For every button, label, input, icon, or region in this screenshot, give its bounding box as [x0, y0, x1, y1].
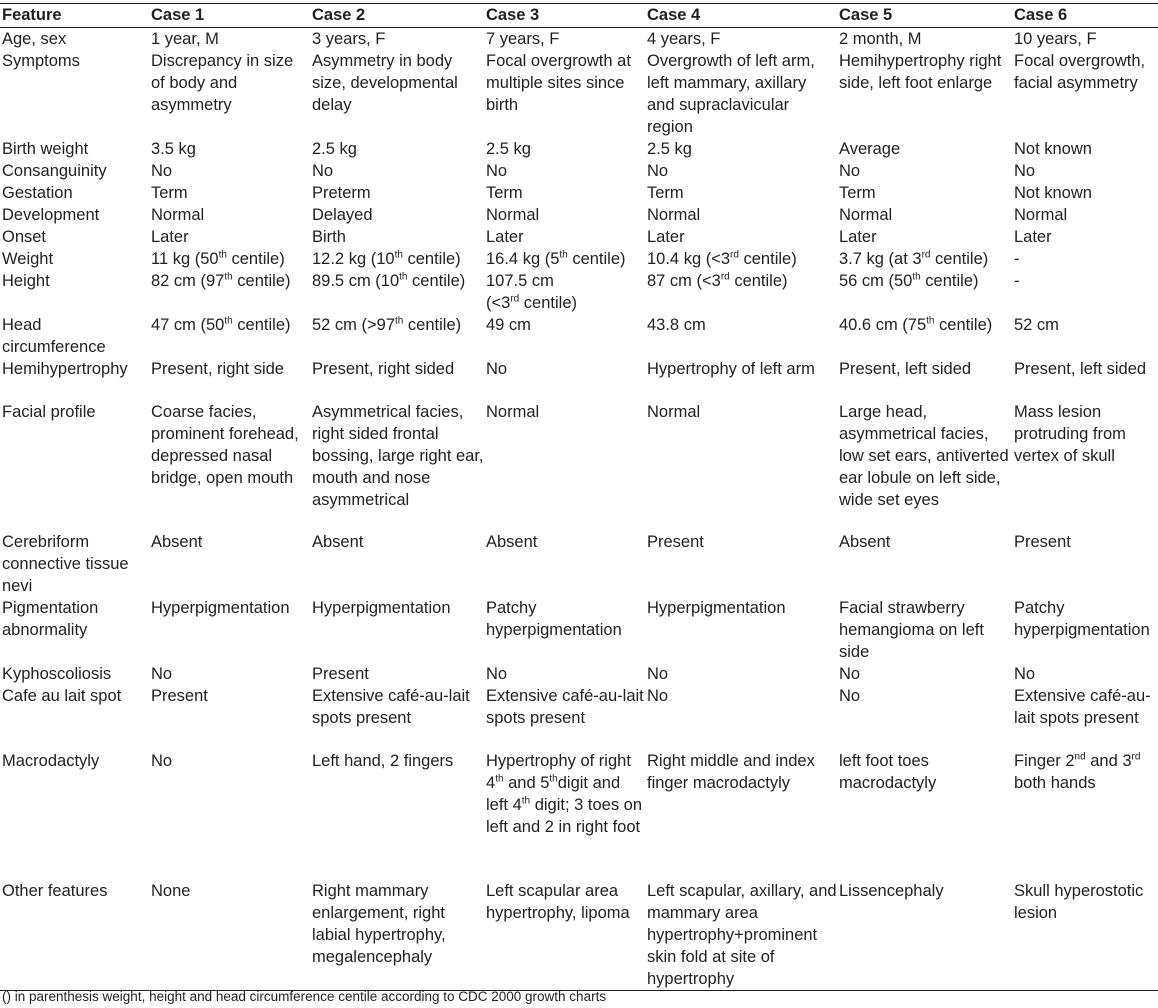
cell-development-case-5: Normal	[839, 206, 893, 224]
cell-hemihypertrophy-case-2: Present, right sided	[312, 360, 455, 378]
table-row-cafe-au-lait	[0, 685, 1158, 750]
table-row-development	[0, 204, 1158, 226]
cell-weight-case-4: 10.4 kg (<3rd centile)	[647, 249, 797, 268]
column-header-case-3: Case 3	[484, 4, 645, 28]
cell-birth-weight-case-3: 2.5 kg	[486, 140, 531, 158]
cell-facial-profile-case-6: Mass lesion protruding from vertex of skull	[1014, 403, 1126, 465]
cell-development-case-6: Normal	[1014, 206, 1068, 224]
column-header-case-5: Case 5	[837, 4, 1012, 28]
cell-gestation-case-2: Preterm	[312, 184, 371, 202]
clinical-features-table	[0, 3, 1158, 991]
cell-cerebriform-nevi-case-5: Absent	[839, 533, 891, 551]
cell-height-case-4: 87 cm (<3rd centile)	[647, 271, 788, 290]
cell-pigmentation-feature: Pigmentation abnormality	[2, 599, 99, 639]
cell-hemihypertrophy-case-1: Present, right side	[151, 360, 284, 378]
cell-hemihypertrophy-case-6: Present, left sided	[1014, 360, 1147, 378]
cell-gestation-case-3: Term	[486, 184, 523, 202]
cell-age-sex-symptoms-case-1: 1 year, M Discrepancy in size of body and asymmetry	[151, 30, 294, 114]
table-row-cerebriform-nevi	[0, 531, 1158, 597]
cell-macrodactyly-case-2: Left hand, 2 fingers	[312, 752, 454, 770]
cell-weight-case-2: 12.2 kg (10th centile)	[312, 249, 461, 268]
cell-cerebriform-nevi-case-1: Absent	[151, 533, 203, 551]
cell-weight-feature: Weight	[2, 250, 54, 268]
table-body	[0, 28, 1158, 991]
cell-height-case-2: 89.5 cm (10th centile)	[312, 271, 466, 290]
table-row-hemihypertrophy	[0, 358, 1158, 401]
table-row-onset	[0, 226, 1158, 248]
table-row-weight	[0, 248, 1158, 270]
cell-pigmentation-case-5: Facial strawberry hemangioma on left side	[839, 599, 984, 661]
cell-development-feature: Development	[2, 206, 100, 224]
cell-head-circumference-case-3: 49 cm	[486, 316, 531, 334]
cell-onset-case-1: Later	[151, 228, 189, 246]
cell-macrodactyly-case-1: No	[151, 752, 173, 770]
cell-other-features-case-1: None	[149, 880, 310, 991]
cell-head-circumference-case-4: 43.8 cm	[647, 316, 706, 334]
cell-consanguinity-case-2: No	[312, 162, 334, 180]
cell-hemihypertrophy-case-4: Hypertrophy of left arm	[647, 360, 815, 378]
cell-other-features-case-3: Left scapular area hypertrophy, lipoma	[484, 880, 645, 991]
table-row-macrodactyly	[0, 750, 1158, 880]
cell-birth-weight-case-2: 2.5 kg	[312, 140, 357, 158]
cell-height-case-3: 107.5 cm (<3rd centile)	[486, 272, 577, 312]
cell-facial-profile-case-5: Large head, asymmetrical facies, low set ears, antiverted ear lobule on left side, wide set eyes	[839, 403, 1009, 509]
cell-hemihypertrophy-case-3: No	[486, 360, 508, 378]
cell-age-sex-symptoms-case-3: 7 years, F Focal overgrowth at multiple sites since birth	[486, 30, 631, 114]
cell-head-circumference-case-6: 52 cm	[1014, 316, 1059, 334]
cell-onset-case-5: Later	[839, 228, 877, 246]
cell-facial-profile-case-3: Normal	[486, 403, 540, 421]
cell-gestation-case-1: Term	[151, 184, 188, 202]
table-footnote: () in parenthesis weight, height and head circumference centile according to CDC 2000 growth charts	[2, 989, 607, 1004]
cell-development-case-4: Normal	[647, 206, 701, 224]
cell-kyphoscoliosis-case-6: No	[1014, 665, 1036, 683]
cell-facial-profile-feature: Facial profile	[2, 403, 96, 421]
cell-development-case-1: Normal	[151, 206, 205, 224]
cell-consanguinity-case-4: No	[647, 162, 669, 180]
cell-hemihypertrophy-case-5: Present, left sided	[839, 360, 972, 378]
table-row-age-sex-symptoms	[0, 28, 1158, 139]
cell-cerebriform-nevi-case-6: Present	[1014, 533, 1071, 551]
cell-hemihypertrophy-feature: Hemihypertrophy	[2, 360, 128, 378]
cell-macrodactyly-feature: Macrodactyly	[2, 752, 100, 770]
cell-age-sex-symptoms-case-4: 4 years, F Overgrowth of left arm, left mammary, axillary and supraclavicular region	[647, 30, 815, 136]
cell-macrodactyly-case-6: Finger 2nd and 3rd both hands	[1014, 751, 1141, 792]
cell-age-sex-symptoms-case-5: 2 month, M Hemihypertrophy right side, left foot enlarge	[839, 30, 1002, 92]
cell-head-circumference-case-1: 47 cm (50th centile)	[151, 315, 291, 334]
cell-kyphoscoliosis-case-1: No	[151, 665, 173, 683]
cell-age-sex-symptoms-feature: Age, sex Symptoms	[2, 30, 80, 70]
cell-birth-weight-case-5: Average	[839, 140, 901, 158]
cell-onset-case-6: Later	[1014, 228, 1052, 246]
cell-cerebriform-nevi-case-3: Absent	[486, 533, 538, 551]
table-row-pigmentation	[0, 597, 1158, 663]
cell-macrodactyly-case-5: left foot toes macrodactyly	[839, 752, 937, 792]
cell-development-case-3: Normal	[486, 206, 540, 224]
cell-consanguinity-case-3: No	[486, 162, 508, 180]
table-row-birth-weight	[0, 138, 1158, 160]
cell-pigmentation-case-2: Hyperpigmentation	[312, 599, 451, 617]
column-header-case-2: Case 2	[310, 4, 484, 28]
cell-weight-case-6: -	[1014, 250, 1020, 268]
cell-kyphoscoliosis-case-2: Present	[312, 665, 369, 683]
cell-pigmentation-case-4: Hyperpigmentation	[647, 599, 786, 617]
cell-onset-case-2: Birth	[312, 228, 346, 246]
cell-facial-profile-case-2: Asymmetrical facies, right sided frontal bossing, large right ear, mouth and nose asymmetrical	[312, 403, 484, 509]
cell-gestation-case-5: Term	[839, 184, 876, 202]
cell-other-features-case-2: Right mammary enlargement, right labial hypertrophy, megalencephaly	[310, 880, 484, 991]
cell-weight-case-1: 11 kg (50th centile)	[151, 249, 285, 268]
column-header-case-6: Case 6	[1012, 4, 1158, 28]
cell-macrodactyly-case-4: Right middle and index finger macrodactyly	[647, 752, 815, 792]
table-row-other-features	[0, 880, 1158, 991]
cell-weight-case-5: 3.7 kg (at 3rd centile)	[839, 249, 989, 268]
cell-consanguinity-feature: Consanguinity	[2, 162, 107, 180]
cell-gestation-case-6: Not known	[1014, 184, 1092, 202]
cell-birth-weight-case-4: 2.5 kg	[647, 140, 692, 158]
table-row-head-circumference	[0, 314, 1158, 358]
cell-cafe-au-lait-case-2: Extensive café-au-lait spots present	[312, 687, 470, 727]
column-header-feature: Feature	[0, 4, 149, 28]
cell-gestation-case-4: Term	[647, 184, 684, 202]
cell-head-circumference-case-2: 52 cm (>97th centile)	[312, 315, 462, 334]
column-header-case-4: Case 4	[645, 4, 837, 28]
table-row-gestation	[0, 182, 1158, 204]
cell-age-sex-symptoms-case-6: 10 years, F Focal overgrowth, facial asymmetry	[1014, 30, 1146, 92]
cell-facial-profile-case-1: Coarse facies, prominent forehead, depressed nasal bridge, open mouth	[151, 403, 299, 487]
cell-consanguinity-case-6: No	[1014, 162, 1036, 180]
cell-cafe-au-lait-case-1: Present	[151, 687, 208, 705]
cell-gestation-feature: Gestation	[2, 184, 73, 202]
cell-head-circumference-case-5: 40.6 cm (75th centile)	[839, 315, 993, 334]
cell-cerebriform-nevi-case-2: Absent	[312, 533, 364, 551]
cell-birth-weight-case-1: 3.5 kg	[151, 140, 196, 158]
table-row-consanguinity	[0, 160, 1158, 182]
cell-birth-weight-feature: Birth weight	[2, 140, 89, 158]
cell-kyphoscoliosis-case-4: No	[647, 665, 669, 683]
cell-other-features-case-4: Left scapular, axillary, and mammary area hypertrophy+prominent skin fold at site of hypertrophy	[645, 880, 837, 991]
cell-cerebriform-nevi-case-4: Present	[647, 533, 704, 551]
cell-facial-profile-case-4: Normal	[647, 403, 701, 421]
cell-height-case-1: 82 cm (97th centile)	[151, 271, 291, 290]
cell-height-feature: Height	[2, 272, 50, 290]
cell-other-features-feature: Other features	[0, 880, 149, 991]
cell-other-features-case-5: Lissencephaly	[837, 880, 1012, 991]
cell-kyphoscoliosis-case-5: No	[839, 665, 861, 683]
cell-pigmentation-case-1: Hyperpigmentation	[151, 599, 290, 617]
cell-cafe-au-lait-case-5: No	[839, 687, 861, 705]
cell-height-case-6: -	[1014, 272, 1020, 290]
cell-cafe-au-lait-feature: Cafe au lait spot	[2, 687, 122, 705]
cell-weight-case-3: 16.4 kg (5th centile)	[486, 249, 626, 268]
header-row	[0, 4, 1158, 28]
cell-macrodactyly-case-3: Hypertrophy of right 4th and 5thdigit and left 4th digit; 3 toes on left and 2 in right foot	[486, 752, 643, 836]
table-row-facial-profile	[0, 401, 1158, 531]
cell-onset-case-4: Later	[647, 228, 685, 246]
cell-consanguinity-case-5: No	[839, 162, 861, 180]
table-header	[0, 4, 1158, 28]
cell-onset-case-3: Later	[486, 228, 524, 246]
cell-head-circumference-feature: Head circumference	[2, 316, 106, 356]
column-header-case-1: Case 1	[149, 4, 310, 28]
cell-cafe-au-lait-case-4: No	[647, 687, 669, 705]
cell-kyphoscoliosis-case-3: No	[486, 665, 508, 683]
cell-cafe-au-lait-case-6: Extensive café-au-lait spots present	[1014, 687, 1151, 727]
table-row-height	[0, 270, 1158, 314]
cell-pigmentation-case-3: Patchy hyperpigmentation	[486, 599, 622, 639]
cell-birth-weight-case-6: Not known	[1014, 140, 1092, 158]
cell-development-case-2: Delayed	[312, 206, 373, 224]
table-row-kyphoscoliosis	[0, 663, 1158, 685]
cell-cerebriform-nevi-feature: Cerebriform connective tissue nevi	[2, 533, 129, 595]
cell-pigmentation-case-6: Patchy hyperpigmentation	[1014, 599, 1150, 639]
cell-kyphoscoliosis-feature: Kyphoscoliosis	[2, 665, 112, 683]
cell-height-case-5: 56 cm (50th centile)	[839, 271, 979, 290]
cell-consanguinity-case-1: No	[151, 162, 173, 180]
cell-onset-feature: Onset	[2, 228, 47, 246]
cell-age-sex-symptoms-case-2: 3 years, F Asymmetry in body size, developmental delay	[312, 30, 458, 114]
cell-cafe-au-lait-case-3: Extensive café-au-lait spots present	[486, 687, 644, 727]
cell-other-features-case-6: Skull hyperostotic lesion	[1012, 880, 1158, 991]
